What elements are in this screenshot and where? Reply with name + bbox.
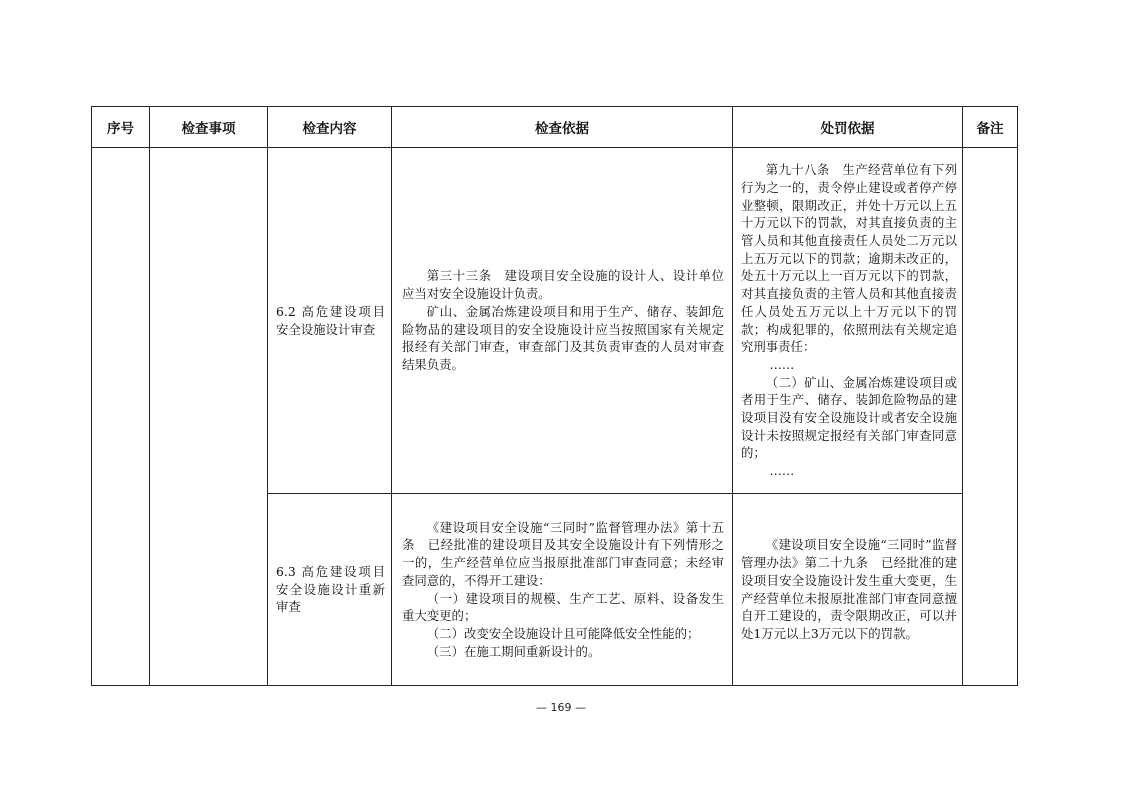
inspection-content-text: 6.2 高危建设项目安全设施设计审查: [276, 303, 385, 337]
ellipsis-line: ……: [769, 356, 795, 372]
header-penalty-basis: 处罚依据: [733, 107, 963, 148]
basis-paragraph: 第三十三条 建设项目安全设施的设计人、设计单位应当对安全设施设计负责。: [402, 268, 724, 302]
ellipsis-line: ……: [769, 463, 795, 479]
inspection-item-cell: [150, 148, 268, 686]
inspection-table: [91, 106, 1018, 686]
penalty-paragraph: （二）矿山、金属冶炼建设项目或者用于生产、储存、装卸危险物品的建设项目没有安全设施设计或者安全设施设计未按照规定报经有关部门审查同意的；: [741, 374, 957, 461]
basis-paragraph: （三）在施工期间重新设计的。: [426, 643, 601, 659]
basis-paragraph: 《建设项目安全设施“三同时”监督管理办法》第十五条 已经批准的建设项目及其安全设施设计有下列情形之一的，生产经营单位应当报原批准部门审查同意；未经审查同意的，不得开工建设：: [402, 519, 724, 588]
table-header-row: [92, 107, 1018, 148]
header-inspection-item: 检查事项: [150, 107, 268, 148]
header-serial-number: 序号: [92, 107, 150, 148]
page-number: — 169 —: [536, 701, 586, 714]
basis-paragraph: 矿山、金属冶炼建设项目和用于生产、储存、装卸危险物品的建设项目的安全设施设计应当按照国家有关规定报经有关部门审查，审查部门及其负责审查的人员对审查结果负责。: [402, 303, 724, 372]
inspection-content-cell: [268, 148, 392, 494]
basis-paragraph: （二）改变安全设施设计且可能降低安全性能的；: [426, 625, 700, 641]
inspection-content-text: 6.3 高危建设项目安全设施设计重新审查: [276, 563, 385, 615]
header-inspection-content: 检查内容: [268, 107, 392, 148]
inspection-content-cell: [268, 494, 392, 686]
inspection-basis-cell: [392, 148, 733, 494]
penalty-basis-cell: [733, 148, 963, 494]
header-inspection-basis: 检查依据: [392, 107, 733, 148]
penalty-paragraph: 《建设项目安全设施“三同时”监督管理办法》第二十九条 已经批准的建设项目安全设施设计发生重大变更，生产经营单位未报原批准部门审查同意擅自开工建设的，责令限期改正，可以并处1万元以上3万元以下的罚款。: [741, 537, 957, 641]
inspection-basis-cell: [392, 494, 733, 686]
table-row: [92, 148, 1018, 494]
penalty-basis-cell: [733, 494, 963, 686]
basis-paragraph: （一）建设项目的规模、生产工艺、原料、设备发生重大变更的；: [402, 590, 724, 624]
header-remarks: 备注: [963, 107, 1018, 148]
remarks-cell: [963, 148, 1018, 686]
serial-number-cell: [92, 148, 150, 686]
penalty-paragraph: 第九十八条 生产经营单位有下列行为之一的，责令停止建设或者停产停业整顿，限期改正，并处十万元以上五十万元以下的罚款，对其直接负责的主管人员和其他直接责任人员处二万元以上五万元以下的罚款；逾期未改正的，处五十万元以上一百万元以下的罚款，对其直接负责的主管人员和其他直接责任人员处五万元以上十万元以下的罚款；构成犯罪的，依照刑法有关规定追究刑事责任：: [741, 162, 957, 355]
